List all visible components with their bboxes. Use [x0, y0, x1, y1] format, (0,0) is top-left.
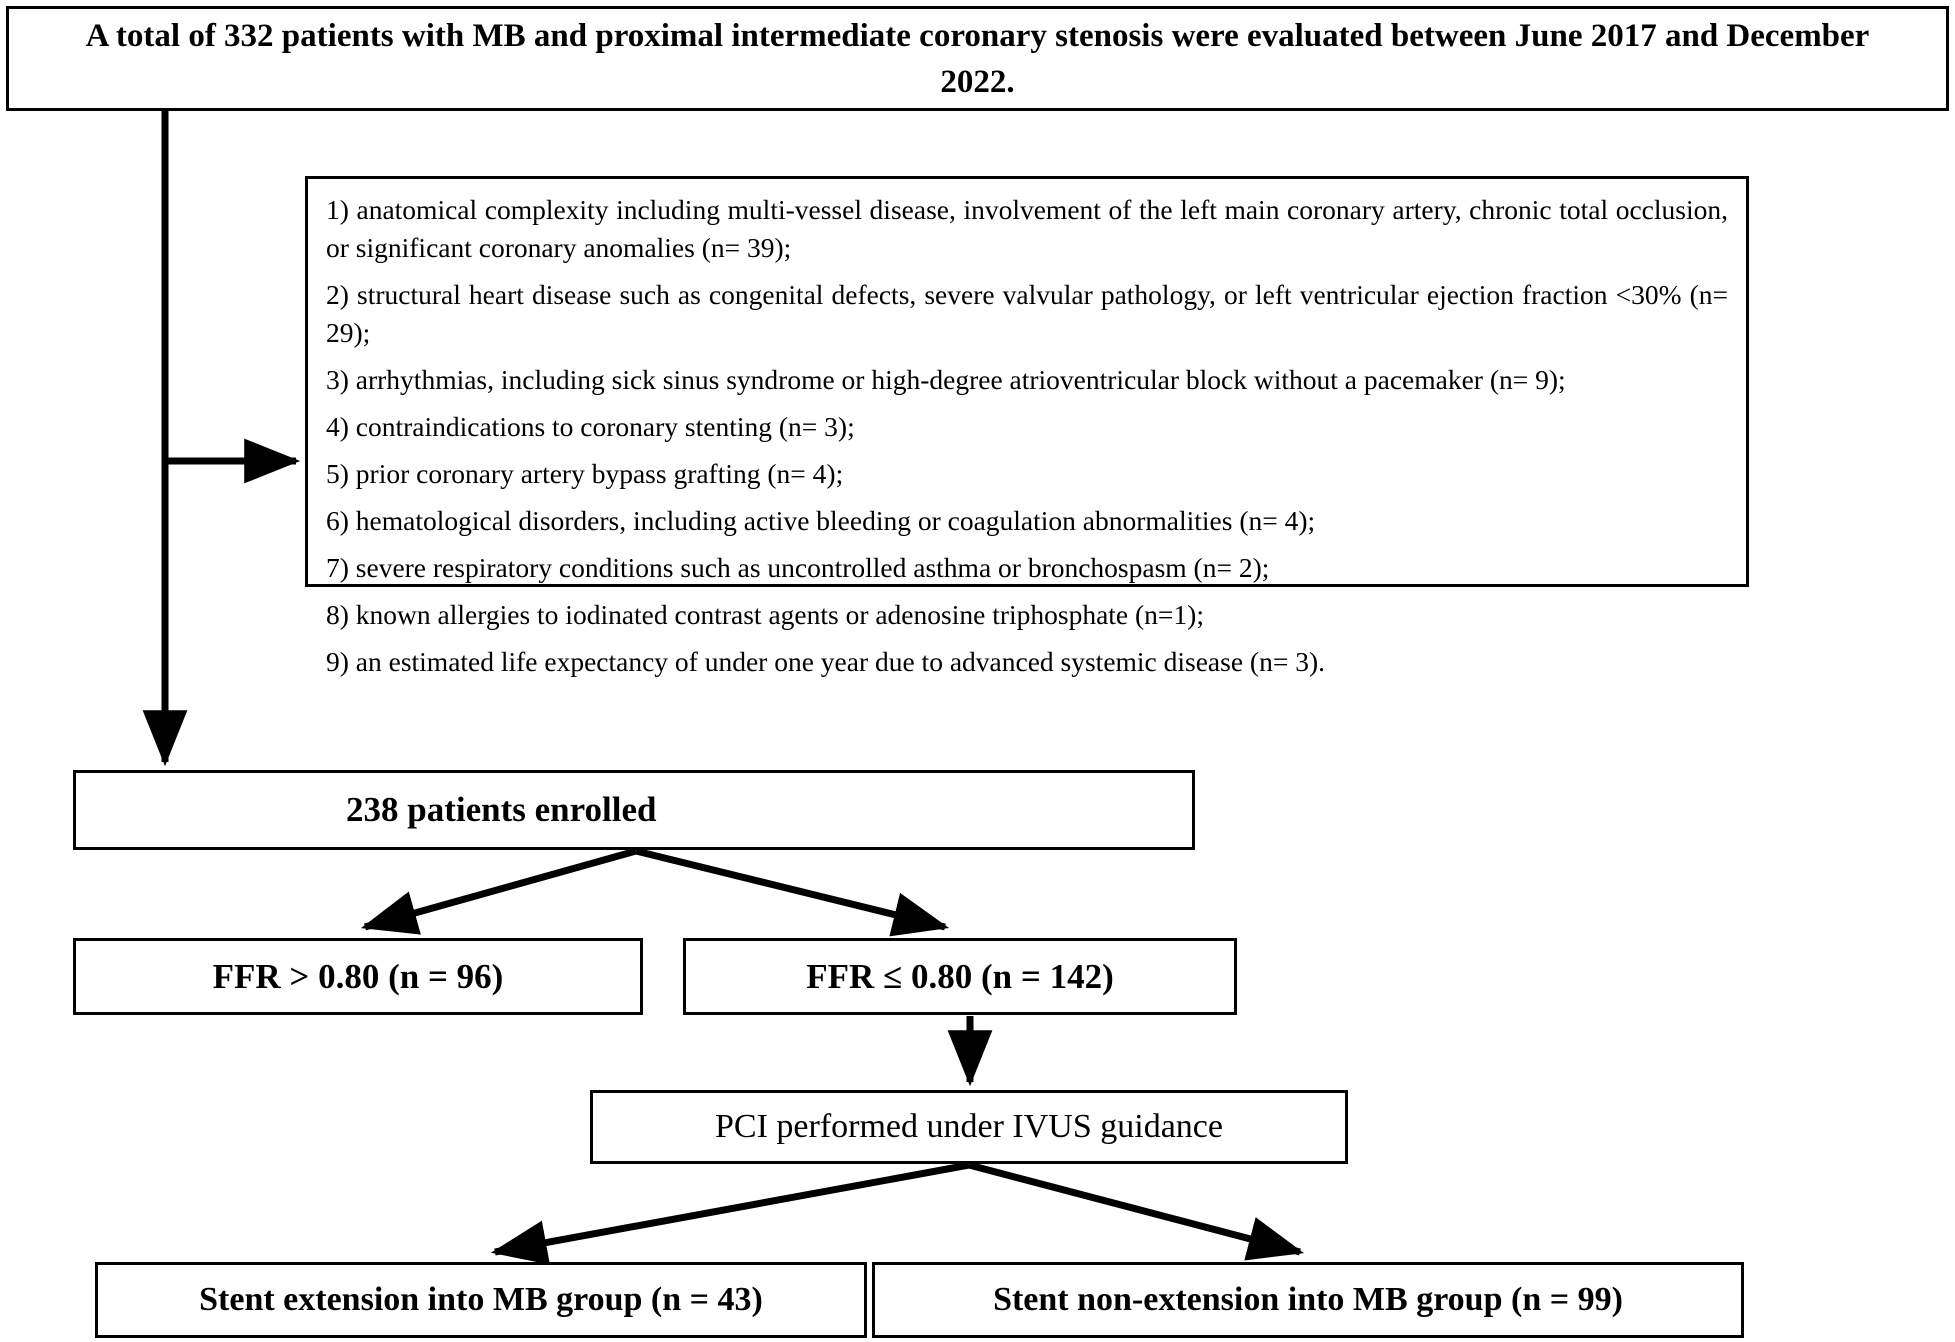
stent-extension-group-box: [95, 1262, 867, 1338]
pci-procedure-box: [590, 1090, 1348, 1164]
pci-procedure-box-text: PCI performed under IVUS guidance: [715, 1108, 1223, 1145]
exclusion-item: 8) known allergies to iodinated contrast agents or adenosine triphosphate (n=1);: [326, 599, 1204, 630]
enrolled-box: [73, 770, 1195, 850]
enrolled-box-text: 238 patients enrolled: [346, 790, 657, 829]
ffr-high-box-text: FFR > 0.80 (n = 96): [212, 956, 504, 996]
exclusion-item: 4) contraindications to coronary stenting (n= 3);: [326, 411, 855, 442]
ffr-low-box: [683, 938, 1237, 1015]
exclusion-item: 7) severe respiratory conditions such as uncontrolled asthma or bronchospasm (n= 2);: [326, 552, 1270, 583]
stent-extension-group-box-text: Stent extension into MB group (n = 43): [199, 1281, 763, 1318]
exclusion-item: 2) structural heart disease such as congenital defects, severe valvular pathology, or left ventricular ejection fraction <30% (n= 29);: [326, 279, 1728, 348]
connector-enrolled-to-ffr-high: [365, 851, 636, 927]
connector-pci-to-non-extension: [969, 1165, 1300, 1252]
stent-non-extension-group-box: [872, 1262, 1744, 1338]
connector-enrolled-to-ffr-low: [636, 851, 945, 927]
title-box-text: A total of 332 patients with MB and proximal intermediate coronary stenosis were evaluated between June 2017 and December 2022.: [85, 17, 1870, 100]
exclusion-item: 3) arrhythmias, including sick sinus syndrome or high-degree atrioventricular block without a pacemaker (n= 9);: [326, 364, 1566, 395]
ffr-low-box-text: FFR ≤ 0.80 (n = 142): [806, 956, 1114, 996]
ffr-high-box: [73, 938, 643, 1015]
exclusion-criteria-list: [326, 191, 1728, 681]
exclusion-item: 1) anatomical complexity including multi-vessel disease, involvement of the left main coronary artery, chronic total occlusion, or significant coronary anomalies (n= 39);: [326, 194, 1728, 263]
exclusion-item: 5) prior coronary artery bypass grafting (n= 4);: [326, 458, 844, 489]
exclusion-item: 6) hematological disorders, including active bleeding or coagulation abnormalities (n= 4);: [326, 505, 1316, 536]
exclusion-item: 9) an estimated life expectancy of under one year due to advanced systemic disease (n= 3).: [326, 646, 1325, 677]
stent-non-extension-group-box-text: Stent non-extension into MB group (n = 99): [993, 1281, 1623, 1318]
connector-pci-to-extension: [495, 1165, 969, 1252]
title-box: [6, 6, 1949, 111]
exclusion-criteria-box: [305, 176, 1749, 677]
